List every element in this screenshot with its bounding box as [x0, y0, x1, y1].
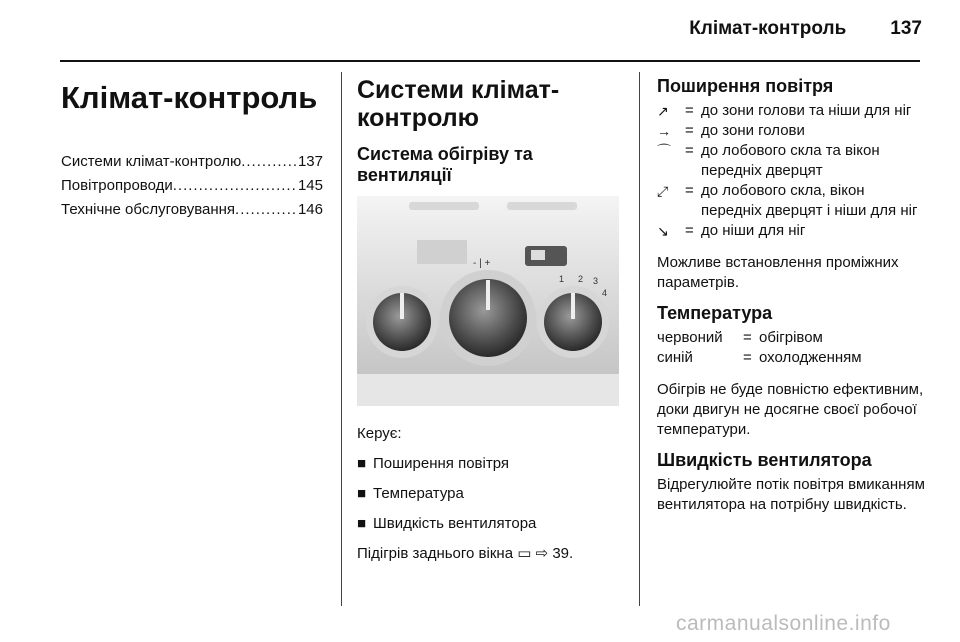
air-note: Можливе встановлення проміжних параметрів. — [657, 254, 899, 291]
temp-row: червоний = обігрівом — [657, 329, 823, 346]
list-item: ■ Поширення повітря — [357, 455, 510, 472]
air-row: ↘ = до ніши для ніг — [657, 222, 806, 239]
rear-window-heat-icon: ▭ — [517, 545, 532, 562]
page-number: 137 — [890, 18, 922, 39]
temperature-title: Температура — [657, 303, 773, 323]
fan-speed-4: 4 — [602, 288, 608, 298]
controls-list — [357, 454, 622, 534]
column-divider-1 — [341, 72, 342, 606]
list-item: ■ Швидкість вентилятора — [357, 515, 537, 532]
page-ref-link[interactable]: 39. — [552, 545, 574, 562]
system-column — [357, 76, 622, 574]
toc-entry[interactable]: Системи клімат-контролю ..... 137 — [61, 152, 323, 172]
header-title: Клімат-контроль — [689, 18, 847, 39]
fan-speed-text: Відрегулюйте потік повітря вмиканням вентилятора на потрібну швидкість. — [657, 476, 925, 513]
temp-scale-marks: - | + — [473, 258, 491, 269]
fan-speed-1: 1 — [559, 274, 565, 284]
air-row: ⤢ = до лобового скла, вікон передніх дверцят і ніши для ніг — [657, 182, 918, 219]
chapter-title: Клімат-контроль — [61, 80, 318, 115]
subsection-title: Система обігріву та вентиляції — [357, 144, 533, 185]
toc-column — [61, 76, 323, 224]
watermark: carmanualsonline.info — [676, 612, 891, 635]
fan-speed-3: 3 — [593, 276, 599, 286]
page-ref-icon: ⇨ — [535, 545, 549, 562]
toc-entry[interactable]: Технічне обслуговування ..... 146 — [61, 200, 323, 220]
air-windscreen-icon: ⌒ — [657, 143, 671, 159]
air-windscreen-foot-icon: ⤢ — [657, 183, 669, 199]
air-row: → = до зони голови — [657, 122, 805, 139]
list-item: ■ Температура — [357, 485, 464, 502]
details-column — [657, 76, 927, 525]
page-header — [689, 18, 922, 40]
air-head-icon: → — [657, 123, 671, 139]
controls-label: Керує: — [357, 425, 402, 442]
fan-speed-2: 2 — [578, 274, 584, 284]
fan-speed-title: Швидкість вентилятора — [657, 450, 872, 470]
air-row: ↗ = до зони голови та ніши для ніг — [657, 102, 912, 119]
control-panel-photo — [357, 196, 619, 406]
column-divider-2 — [639, 72, 640, 606]
header-rule — [60, 60, 920, 62]
air-foot-icon: ↘ — [657, 223, 669, 239]
rear-heat-note: Підігрів заднього вікна ▭ ⇨ 39. — [357, 545, 574, 562]
air-distribution-title: Поширення повітря — [657, 76, 834, 96]
air-row: ⌒ = до лобового скла та вікон передніх дверцят — [657, 142, 880, 179]
toc-entry[interactable]: Повітропроводи ..... 145 — [61, 176, 323, 196]
temp-row: синій = охолодженням — [657, 349, 862, 366]
air-head-foot-icon: ↗ — [657, 103, 669, 119]
section-title: Системи клімат-контролю — [357, 76, 560, 132]
temp-note: Обігрів не буде повністю ефективним, доки двигун не досягне своєї робочої температури. — [657, 381, 924, 438]
